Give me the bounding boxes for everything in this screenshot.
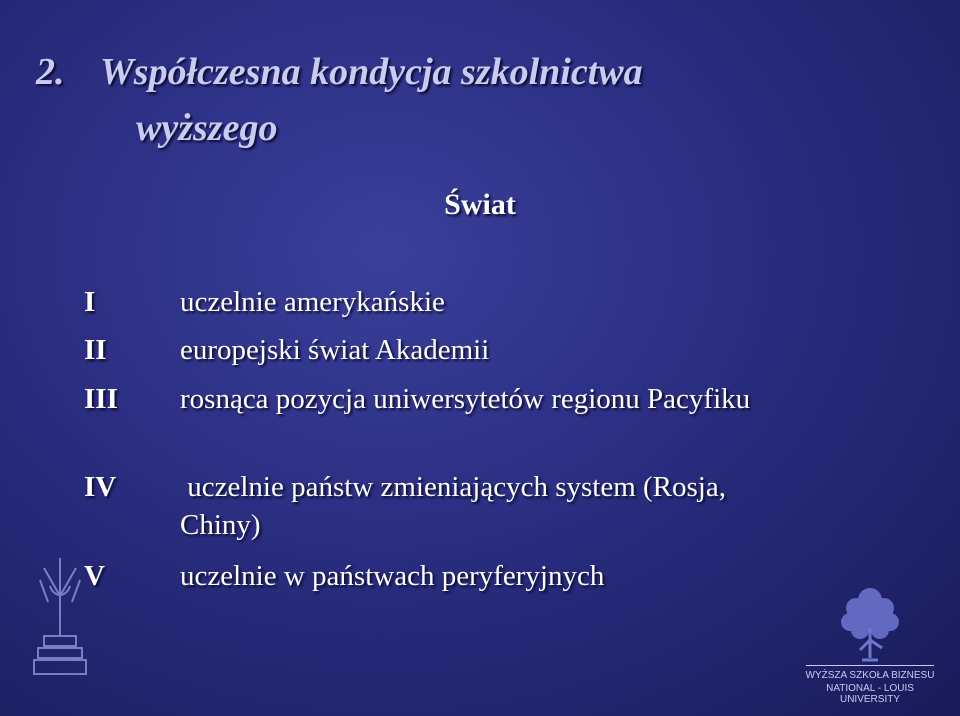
list-item-numeral: IV (84, 471, 117, 503)
university-logo (800, 580, 940, 705)
title-line-1: Współczesna kondycja szkolnictwa (100, 51, 643, 93)
logo-line-1: WYŻSZA SZKOŁA BIZNESU (805, 670, 935, 681)
logo-line-2: NATIONAL - LOUIS UNIVERSITY (826, 683, 914, 705)
section-heading: Świat (444, 188, 516, 221)
title-number: 2. (36, 51, 65, 93)
slide-title (36, 44, 916, 156)
tree-icon (838, 584, 902, 664)
list-item-numeral: I (84, 286, 96, 318)
title-line-2: wyższego (136, 107, 278, 149)
list-item-numeral: III (84, 383, 118, 415)
herb-emblem-icon (30, 556, 90, 682)
list-item-numeral: V (84, 560, 105, 592)
logo-rule (806, 665, 934, 666)
list-item-text: uczelnie państw zmieniających system (Rosja, Chiny) (180, 471, 734, 541)
list-item-text: uczelnie amerykańskie (180, 286, 445, 318)
list-item-text: europejski świat Akademii (180, 334, 490, 366)
list-item-text: rosnąca pozycja uniwersytetów regionu Pacyfiku (180, 383, 751, 415)
list-item-numeral: II (84, 334, 107, 366)
list-item-text: uczelnie w państwach peryferyjnych (180, 560, 605, 592)
